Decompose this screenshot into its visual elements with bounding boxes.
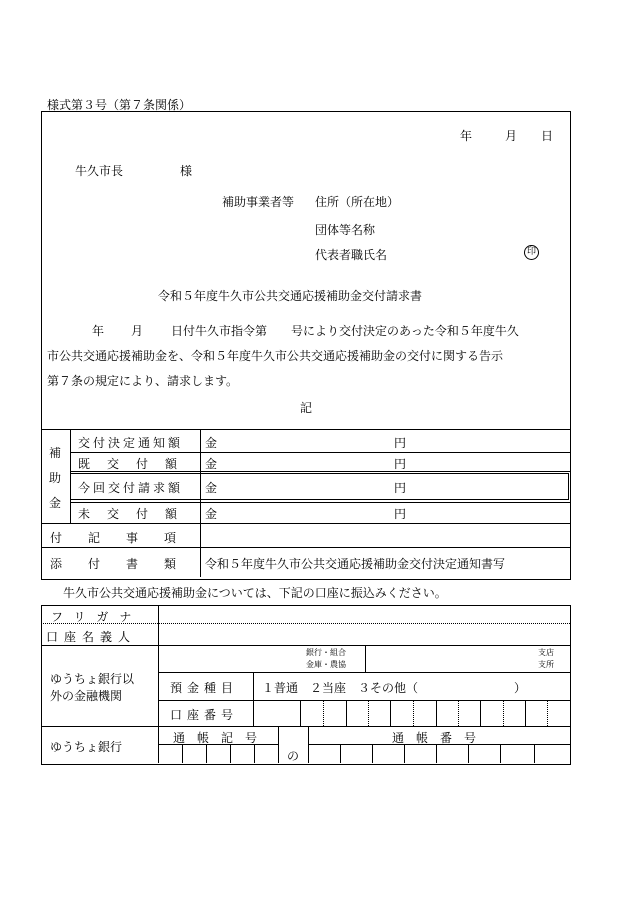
unpaid-amount-unit: 円 [394,507,407,521]
deposit-type-label: 預金種目 [170,681,239,695]
account-holder-label: 口座名義人 [46,630,137,644]
current-request-unit: 円 [394,481,407,495]
body-line1: 日付牛久市指令第 号により交付決定のあった令和５年度牛久 [171,324,519,338]
body-line3: 第７条の規定により、請求します。 [47,374,239,388]
form-number: 様式第３号（第７条関係） [47,98,192,112]
furigana-label: フリガナ [51,610,143,624]
date-year: 年 [460,129,473,143]
body-month: 月 [131,324,144,338]
account-number-label: 口座番号 [170,708,239,722]
paid-amount-label: 既交付額 [78,457,195,471]
ki-label: 記 [300,401,313,415]
no-char: の [287,749,300,763]
other-banks-label-2: 外の金融機関 [50,689,123,703]
applicant-role: 補助事業者等 [222,195,295,209]
body-year: 年 [92,324,105,338]
attachments-label: 添付書類 [50,557,203,571]
bank-instruction: 牛久市公共交通応援補助金については、下記の口座に振込みください。 [63,586,447,600]
paid-amount-prefix: 金 [205,457,218,471]
date-month: 月 [505,129,518,143]
date-day: 日 [541,129,554,143]
org-name-label: 団体等名称 [315,223,376,237]
subsidy-label-1: 補 [49,446,62,460]
branch-type-1: 支店 [538,648,554,657]
bank-type-2: 金庫・農協 [306,660,346,669]
decision-amount-label [78,434,194,451]
subsidy-label-2: 助 [49,471,62,485]
document-title: 令和５年度牛久市公共交通応援補助金交付請求書 [158,289,423,303]
unpaid-amount-prefix: 金 [205,507,218,521]
subsidy-label-3: 金 [49,496,62,510]
decision-amount-unit: 円 [394,436,407,450]
unpaid-amount-label: 未交付額 [78,507,195,521]
addressee-honorific: 様 [180,164,193,178]
representative-label: 代表者職氏名 [315,248,388,262]
notes-label: 付記事項 [50,531,203,545]
branch-type-2: 支所 [538,660,554,669]
passbook-symbol-label: 通帳記号 [173,731,270,745]
passbook-number-label: 通帳番号 [392,731,489,745]
address-label: 住所（所在地） [315,195,400,209]
paid-amount-unit: 円 [394,457,407,471]
addressee-name: 牛久市長 [75,164,124,178]
body-line2: 市公共交通応援補助金を、令和５年度牛久市公共交通応援補助金の交付に関する告示 [47,349,504,363]
current-request-label: 今回交付請求額 [78,481,184,495]
attachments-value: 令和５年度牛久市公共交通応援補助金交付決定通知書写 [205,557,506,571]
bank-type-1: 銀行・組合 [306,648,346,657]
deposit-type-options: １普通 ２当座 ３その他（ ） [262,681,527,695]
decision-amount-prefix: 金 [205,436,218,450]
seal-icon: 印 [524,245,539,260]
decision-amount-text: 交付決定通知額 [78,436,184,450]
current-request-prefix: 金 [205,481,218,495]
other-banks-label-1: ゆうちょ銀行以 [50,672,135,686]
yucho-bank-label: ゆうちょ銀行 [50,740,123,754]
